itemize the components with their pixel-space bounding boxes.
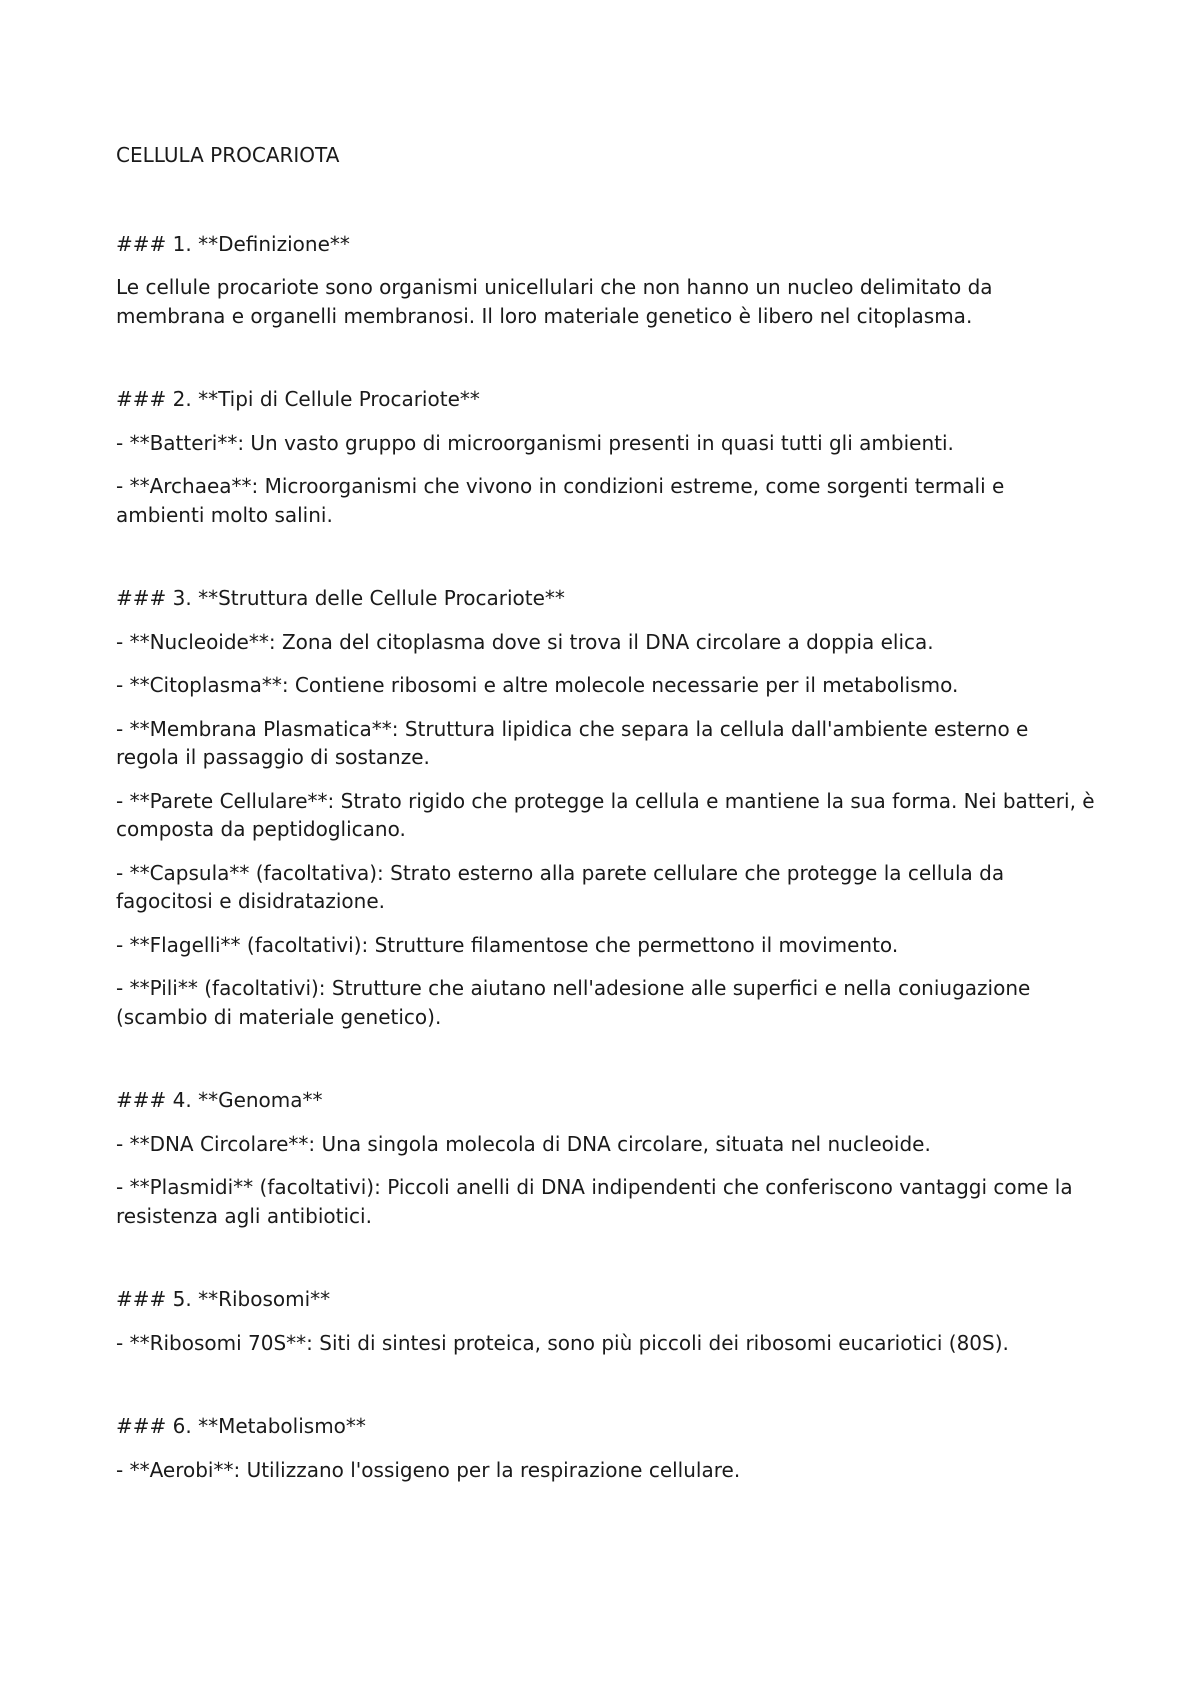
list-item: - **Archaea**: Microorganismi che vivono in condizioni estreme, come sorgenti termali e ambienti molto salini. — [116, 474, 1005, 527]
section-heading: ### 5. **Ribosomi** — [116, 1287, 331, 1311]
paragraph: Le cellule procariote sono organismi unicellulari che non hanno un nucleo delimitato da membrana e organelli membranosi. Il loro materiale genetico è libero nel citoplasma. — [116, 275, 993, 328]
list-item: - **Nucleoide**: Zona del citoplasma dove si trova il DNA circolare a doppia elica. — [116, 629, 934, 654]
section-struttura — [116, 584, 1096, 1031]
section-heading: ### 3. **Struttura delle Cellule Procariote** — [116, 586, 565, 610]
section-heading: ### 2. **Tipi di Cellule Procariote** — [116, 387, 480, 411]
list-item: - **Citoplasma**: Contiene ribosomi e altre molecole necessarie per il metabolismo. — [116, 673, 959, 697]
list-item: - **Parete Cellulare**: Strato rigido che protegge la cellula e mantiene la sua forma. Nei batteri, è composta da peptidoglicano. — [116, 788, 1095, 841]
section-heading: ### 4. **Genoma** — [116, 1088, 323, 1112]
section-ribosomi — [116, 1285, 1096, 1357]
section-tipi — [116, 385, 1096, 529]
section-heading: ### 6. **Metabolismo** — [116, 1414, 366, 1438]
list-item: - **Plasmidi** (facoltativi): Piccoli anelli di DNA indipendenti che conferiscono vantaggi come la resistenza agli antibiotici. — [116, 1175, 1073, 1228]
list-item: - **Batteri**: Un vasto gruppo di microorganismi presenti in quasi tutti gli ambienti. — [116, 430, 954, 455]
list-item: - **Membrana Plasmatica**: Struttura lipidica che separa la cellula dall'ambiente esterno e regola il passaggio di sostanze. — [116, 716, 1029, 769]
section-genoma — [116, 1086, 1096, 1230]
list-item: - **Aerobi**: Utilizzano l'ossigeno per la respirazione cellulare. — [116, 1457, 741, 1482]
section-heading: ### 1. **Definizione** — [116, 231, 350, 256]
list-item: - **Pili** (facoltativi): Strutture che aiutano nell'adesione alle superfici e nella coniugazione (scambio di materiale genetico). — [116, 976, 1031, 1029]
document-title: CELLULA PROCARIOTA — [116, 143, 340, 167]
list-item: - **Flagelli** (facoltativi): Strutture filamentose che permettono il movimento. — [116, 932, 899, 957]
section-definizione — [116, 230, 1096, 331]
document-body — [116, 141, 1096, 1484]
list-item: - **Capsula** (facoltativa): Strato esterno alla parete cellulare che protegge la cellula da fagocitosi e disidratazione. — [116, 860, 1005, 913]
list-item: - **DNA Circolare**: Una singola molecola di DNA circolare, situata nel nucleoide. — [116, 1131, 931, 1156]
section-metabolismo — [116, 1412, 1096, 1484]
list-item: - **Ribosomi 70S**: Siti di sintesi proteica, sono più piccoli dei ribosomi eucariotici (80S). — [116, 1330, 1009, 1355]
